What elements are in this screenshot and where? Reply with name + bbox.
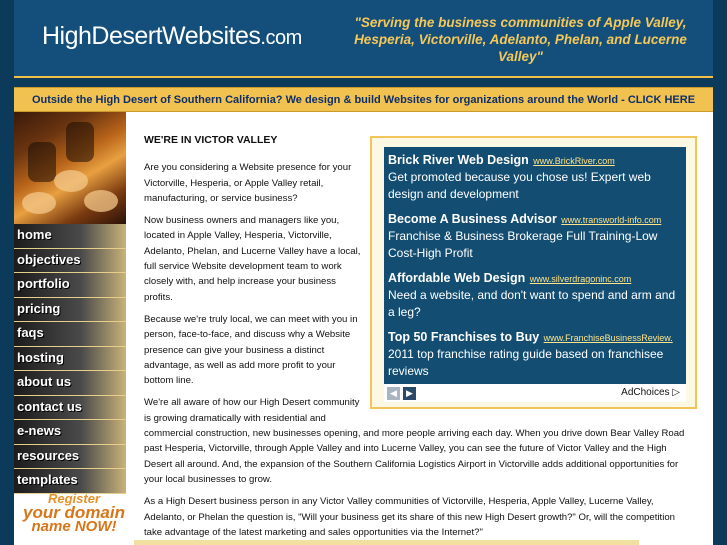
ad-body: Get promoted because you chose us! Expert web design and development [388,170,651,201]
ad-body: Franchise & Business Brokerage Full Training-Low Cost-High Profit [388,229,658,260]
register-domain-link[interactable] [18,492,130,540]
ad-url[interactable]: www.silverdragoninc.com [529,274,632,284]
ad-title[interactable]: Affordable Web Design [388,271,526,285]
ad-url[interactable]: www.BrickRiver.com [533,156,615,166]
ad-item[interactable] [388,210,684,262]
register-line-3: name NOW! [31,518,117,535]
nav-item-about-us[interactable]: about us [14,371,126,396]
nav-item-resources[interactable]: resources [14,445,126,470]
ad-url[interactable]: www.transworld-info.com [561,215,662,225]
ad-unit [384,147,686,402]
site-header [14,0,713,78]
ad-item[interactable] [388,151,684,203]
adchoices-link[interactable]: AdChoices ▷ [621,387,680,398]
ad-title[interactable]: Top 50 Franchises to Buy [388,330,540,344]
ad-url[interactable]: www.FranchiseBusinessReview. [543,333,673,343]
ad-footer [384,384,686,402]
growth-paragraph-rest: commercial construction, new businesses opening, and more people arriving each day. When you drive down Bear Valley Road past Hesperia, Victorville, through Apple Valley and into Lucerne Valley, you can see the future of Victor Valley and the High Desert all around. And, the expansion of the Southern California Logistics Airport in Victorville adds additional opportunities for your local businesses to grow. [144,428,685,485]
page-title: WE'RE IN VICTOR VALLEY [144,134,278,146]
growth-paragraph-start: We're all aware of how our High Desert community is growing dramatically with residential and [144,397,360,424]
main-nav [14,224,126,494]
bottom-divider [134,540,639,545]
register-line-2: your domain [22,503,125,522]
chevron-left-icon[interactable]: ◀ [387,387,400,400]
local-team-paragraph: Now business owners and managers like you, located in Apple Valley, Hesperia, Victorville, Adelanto, Phelan, and Lucerne Valley have a local, full service Website development team to work closely with, and help increase your business profits. [144,215,361,303]
nav-item-home[interactable]: home [14,224,126,249]
intro-paragraph: Are you considering a Website presence for your Victorville, Hesperia, or Apple Valley retail, manufacturing, or service business? [144,162,352,204]
nav-item-portfolio[interactable]: portfolio [14,273,126,298]
face-to-face-paragraph: Because we're truly local, we can meet with you in person, face-to-face, and discuss why a Website presence can give your business a distinct advantage, as well as add more profit to your bottom line. [144,313,358,387]
ad-panel [370,136,697,409]
logo-text: HighDesertWebsites [42,22,261,50]
site-tagline: "Serving the business communities of Apple Valley, Hesperia, Victorville, Adelanto, Phelan, and Lucerne Valley" [354,15,687,64]
ad-title[interactable]: Become A Business Advisor [388,212,557,226]
nav-item-objectives[interactable]: objectives [14,249,126,274]
sidebar [14,112,126,545]
growth-paragraph [144,395,694,487]
ad-item[interactable] [388,269,684,321]
chevron-right-icon[interactable]: ▶ [403,387,416,400]
site-logo[interactable] [42,22,302,51]
question-paragraph: As a High Desert business person in any Victor Valley communities of Victorville, Hesperia, Apple Valley, Lucerne Valley, Adelanto, or Phelan the question is, "Will your business get its share of this new High Desert growth?" Or, will the competition take advantage of the latest marketing and sales opportunities via the Internet?" [144,496,675,538]
register-line-1: Register [47,491,101,506]
nav-item-hosting[interactable]: hosting [14,347,126,372]
ad-body: 2011 top franchise rating guide based on franchisee reviews [388,347,664,378]
nav-item-faqs[interactable]: faqs [14,322,126,347]
business-meeting-photo [14,112,126,224]
ad-title[interactable]: Brick River Web Design [388,153,529,167]
nav-item-templates[interactable]: templates [14,469,126,494]
logo-suffix: .com [260,27,302,49]
ad-item[interactable] [388,328,684,380]
nav-item-contact-us[interactable]: contact us [14,396,126,421]
ad-body: Need a website, and don't want to spend and arm and a leg? [388,288,676,319]
nav-item-e-news[interactable]: e-news [14,420,126,445]
outside-area-banner-link[interactable]: Outside the High Desert of Southern California? We design & build Websites for organizations around the World - CLICK HERE [14,87,713,112]
nav-item-pricing[interactable]: pricing [14,298,126,323]
